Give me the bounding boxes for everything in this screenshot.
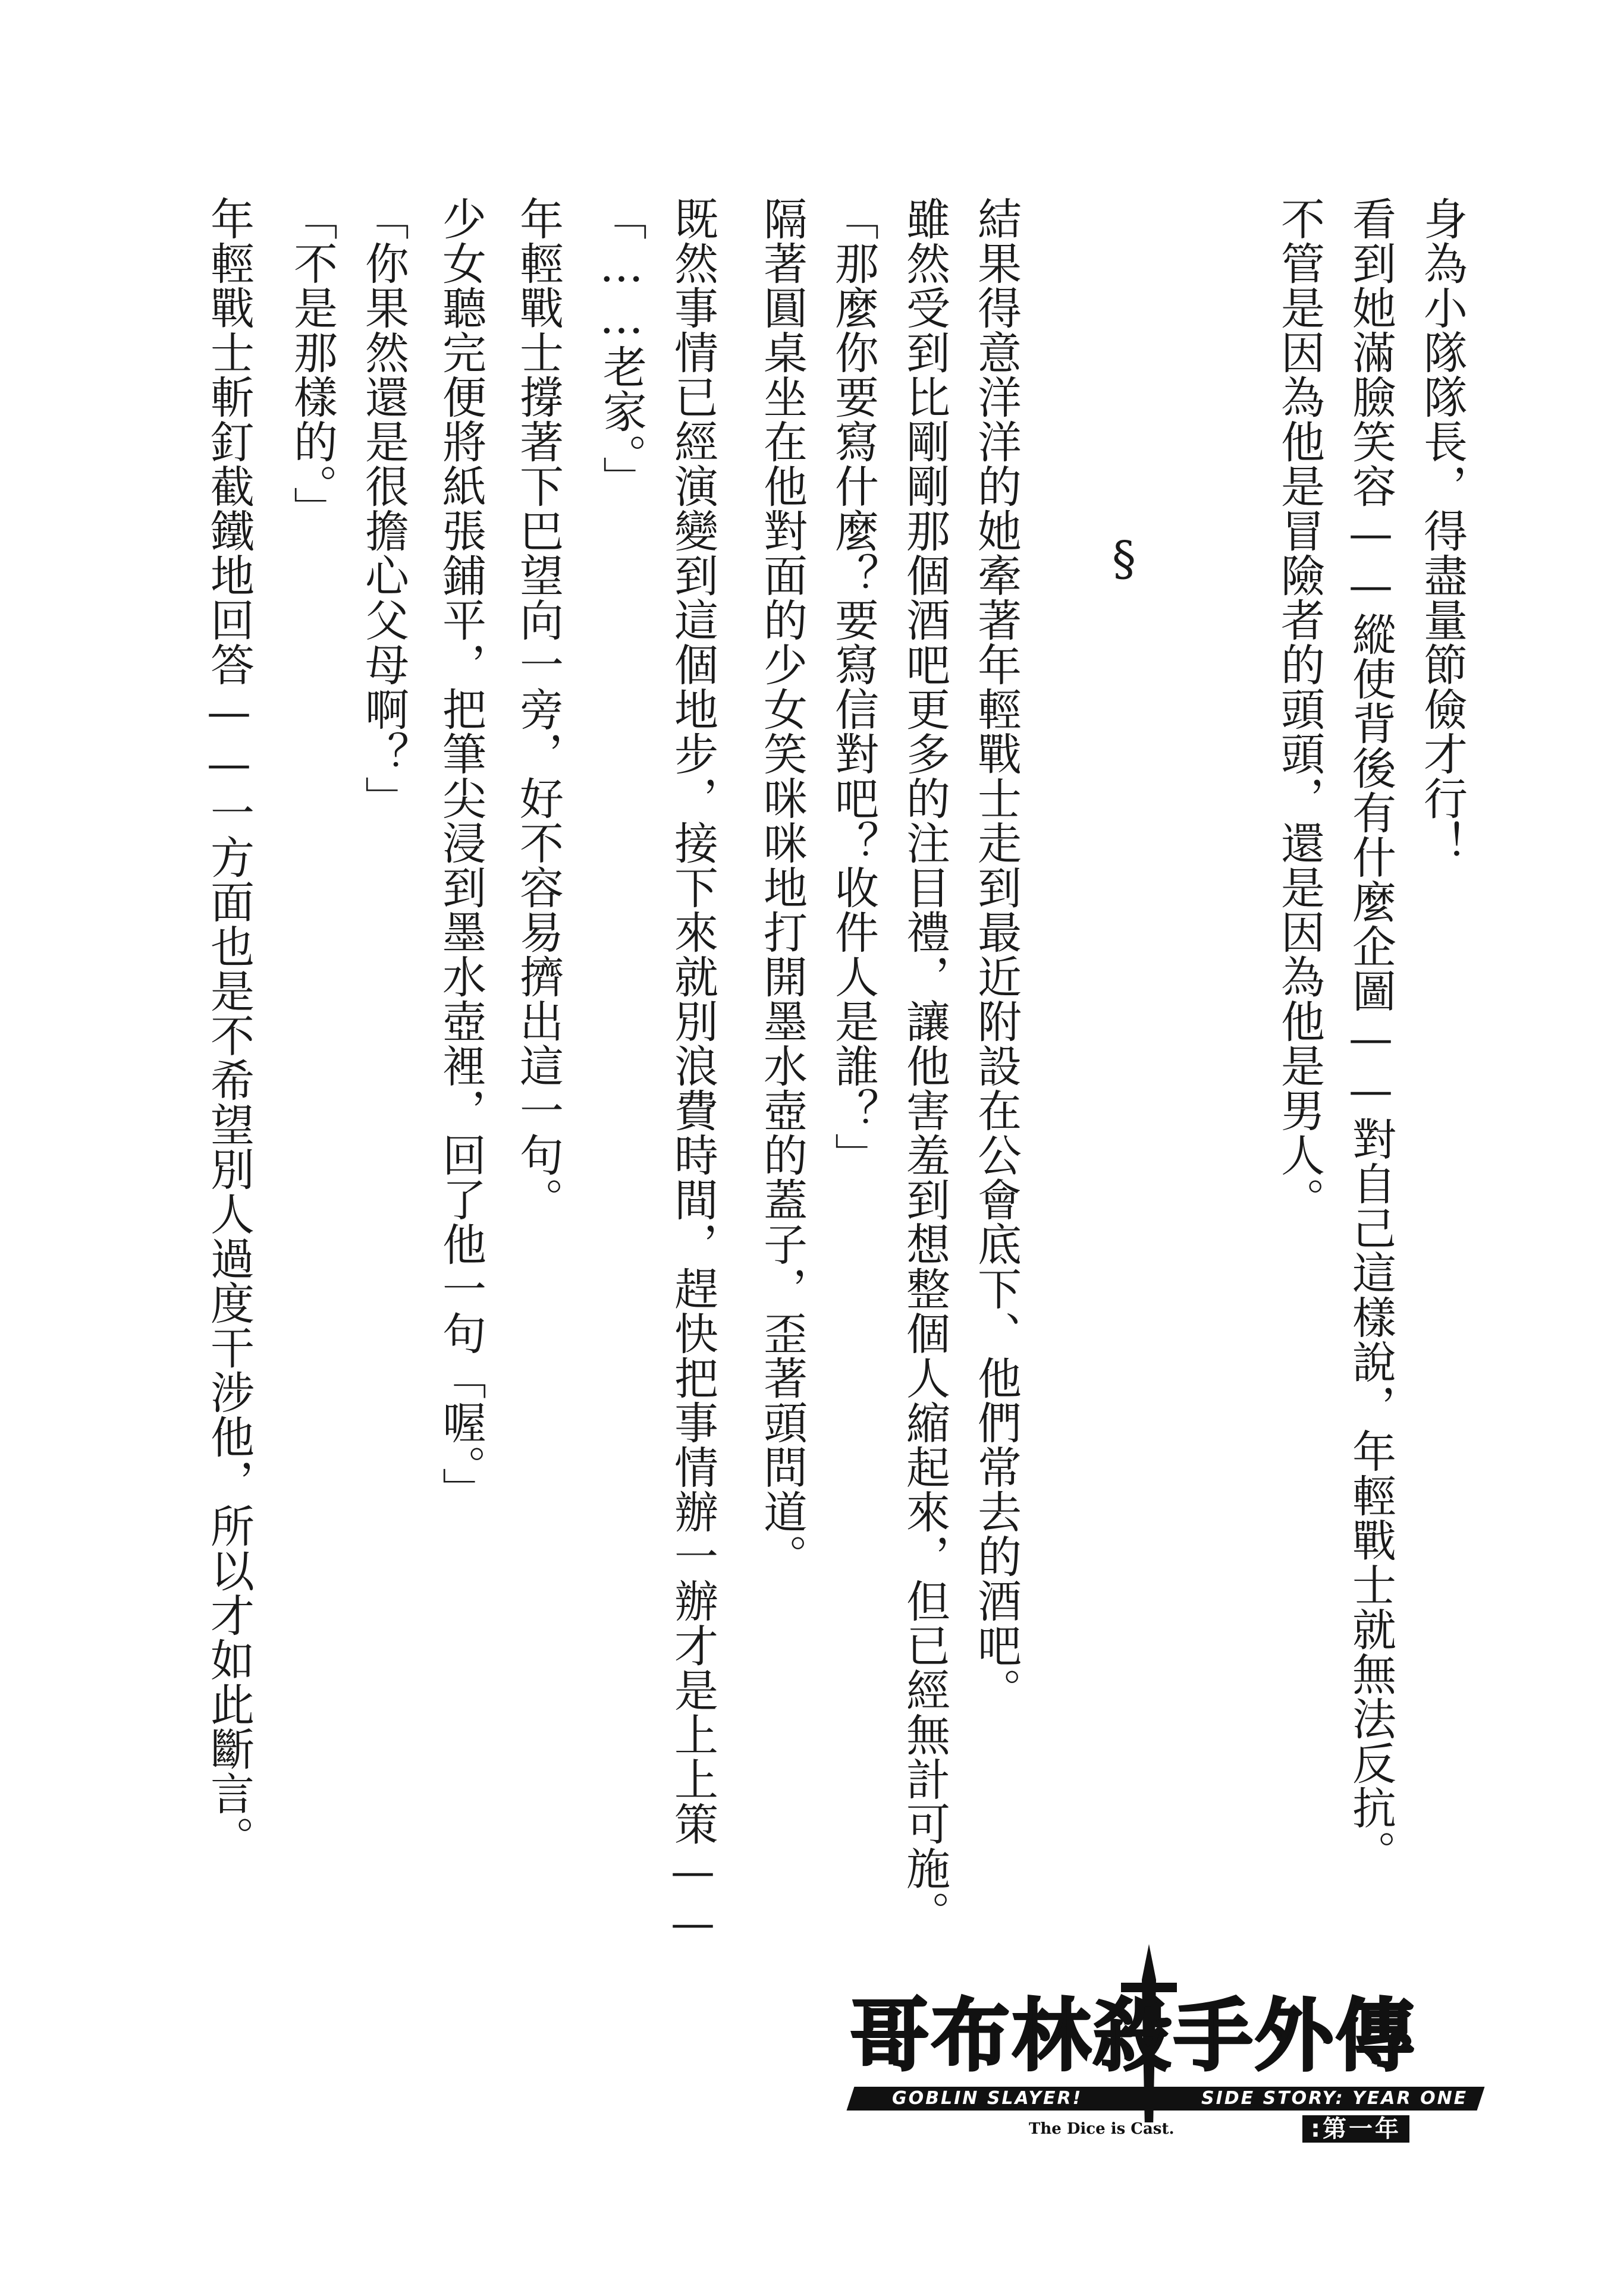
logo-year-badge: :第一年: [1302, 2115, 1409, 2143]
logo-title: 哥布林殺手外傳: [850, 1990, 1417, 2082]
logo-subtitle-left: GOBLIN SLAYER!: [892, 2088, 1083, 2109]
text-column: 年輕戰士斬釘截鐵地回答——一方面也是不希望別人過度干涉他，所以才如此斷言。: [203, 196, 255, 1860]
text-column: 「那麼你要寫什麼？要寫信對吧？收件人是誰？」: [828, 196, 879, 1177]
text-column: 年輕戰士撐著下巴望向一旁，好不容易擠出這一句。: [513, 196, 564, 1222]
text-column: 「不是那樣的。」: [287, 196, 338, 531]
text-column: 少女聽完便將紙張鋪平，把筆尖浸到墨水壺裡，回了他一句「喔。」: [435, 196, 486, 1512]
text-column: 結果得意洋洋的她牽著年輕戰士走到最近附設在公會底下、他們常去的酒吧。: [971, 196, 1022, 1712]
text-column: 「你果然還是很擔心父母啊？」: [358, 196, 409, 820]
text-column: 隔著圓桌坐在他對面的少女笑咪咪地打開墨水壺的蓋子，歪著頭問道。: [756, 196, 808, 1578]
logo-tagline: The Dice is Cast.: [1029, 2120, 1175, 2138]
text-column: 「……老家。」: [596, 196, 647, 501]
text-column: 身為小隊隊長，得盡量節儉才行！: [1417, 196, 1468, 865]
series-logo: [850, 1920, 1481, 2146]
section-mark: §: [1112, 531, 1136, 586]
text-column: 既然事情已經演變到這個地步，接下來就別浪費時間，趕快把事情辦一辦才是上上策——: [667, 196, 718, 1949]
logo-subtitle-right: SIDE STORY: YEAR ONE: [1201, 2088, 1468, 2109]
text-column: 不管是因為他是冒險者的頭頭，還是因為他是男人。: [1274, 196, 1325, 1222]
text-column: 雖然受到比剛剛那個酒吧更多的注目禮，讓他害羞到想整個人縮起來，但已經無計可施。: [899, 196, 950, 1935]
text-column: 看到她滿臉笑容——縱使背後有什麼企圖——對自己這樣說，年輕戰士就無法反抗。: [1345, 196, 1396, 1874]
